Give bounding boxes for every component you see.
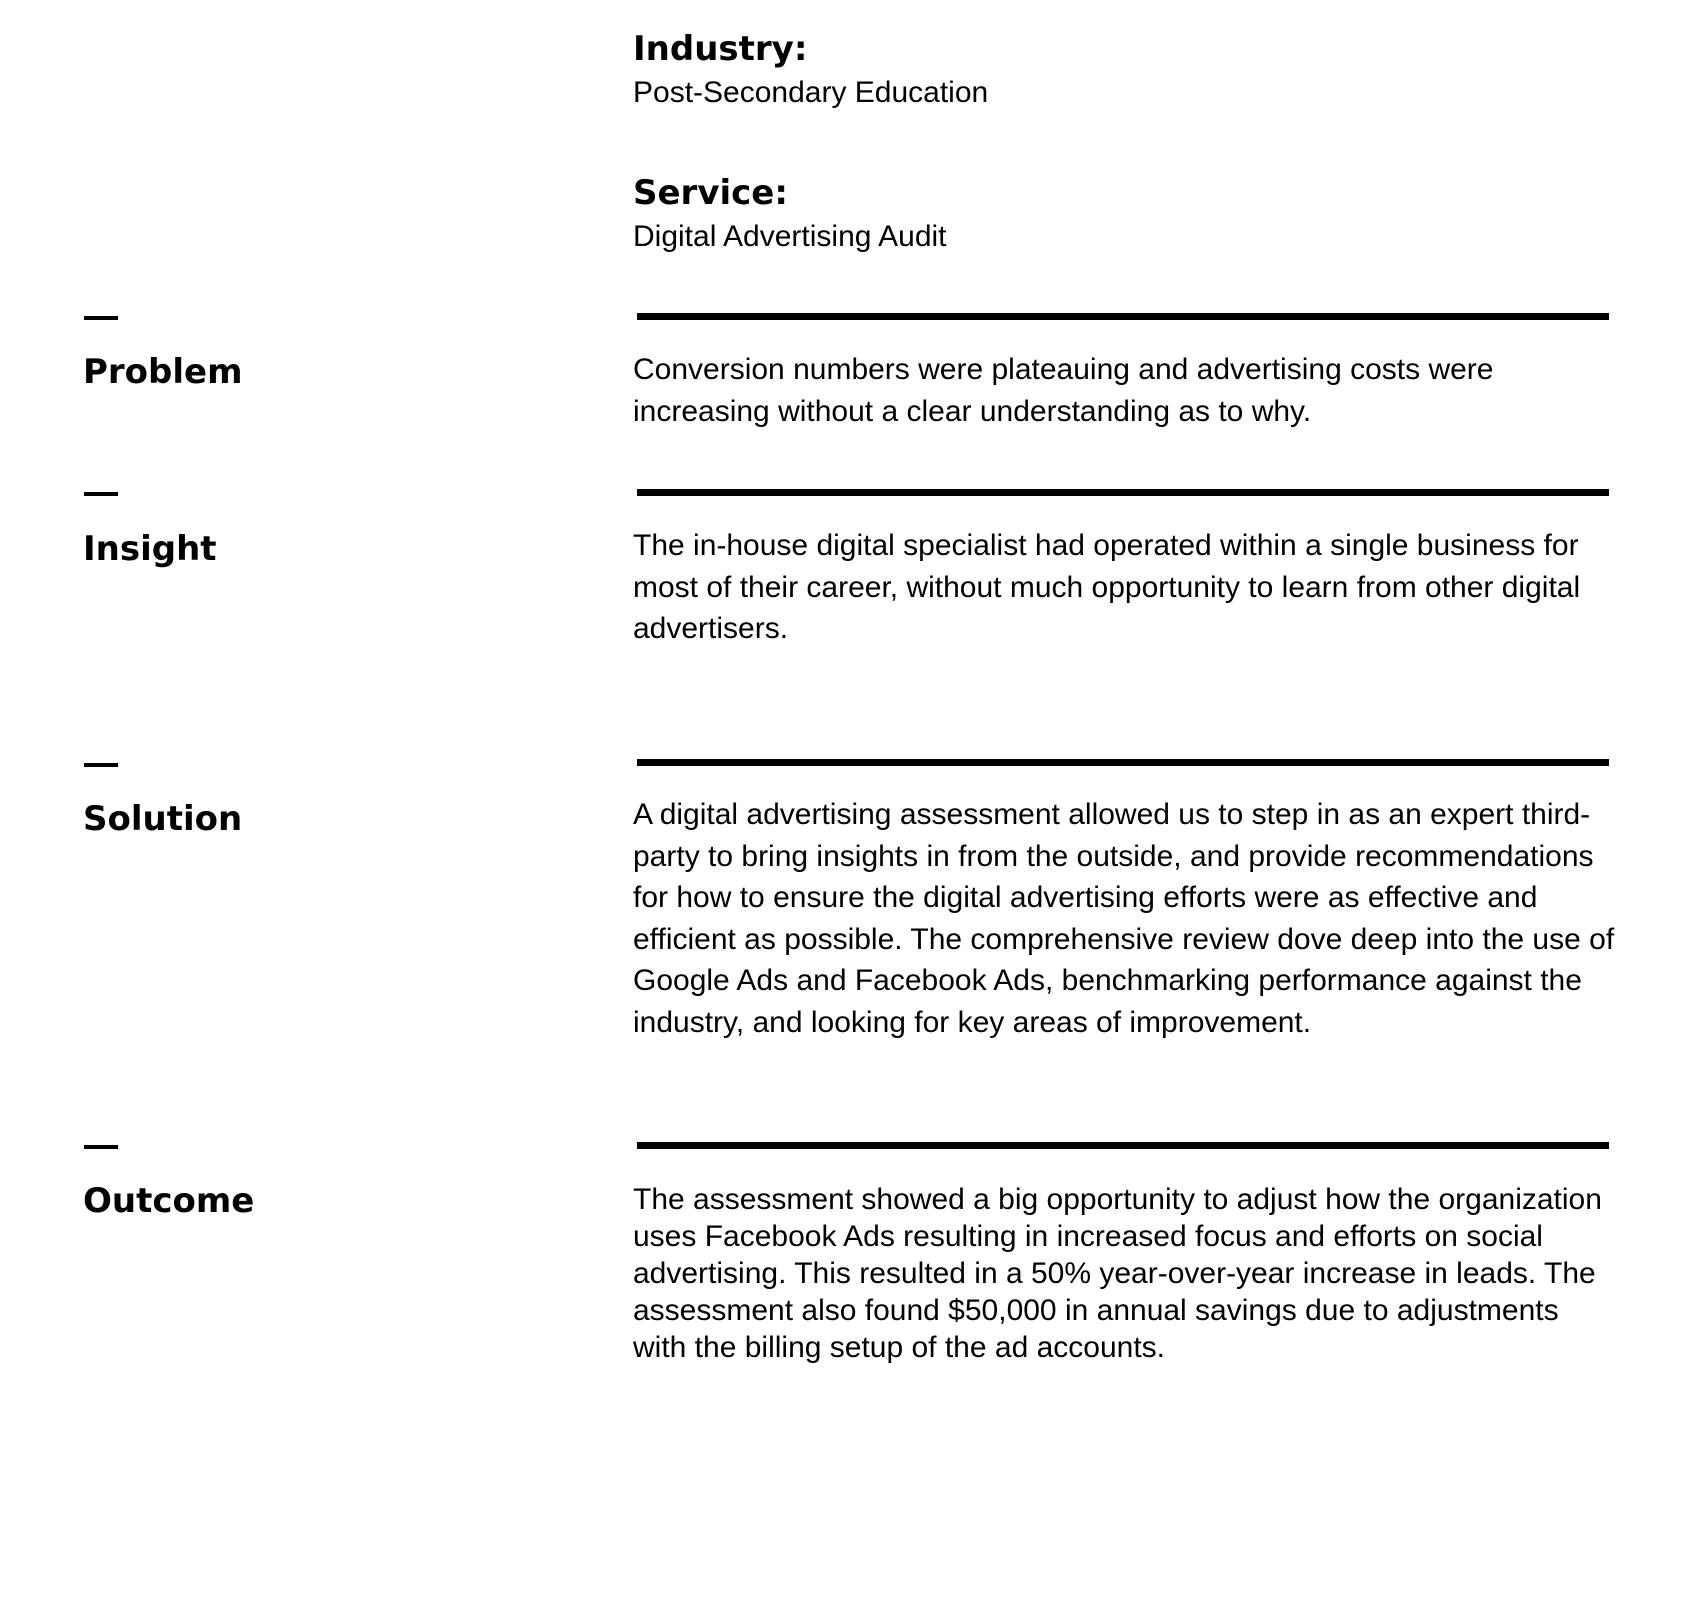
section-dash xyxy=(84,316,118,320)
section-divider xyxy=(637,1142,1609,1149)
section-dash xyxy=(84,763,118,767)
section-body-outcome: The assessment showed a big opportunity to adjust how the organization uses Facebook Ads resulting in increased focus and efforts on social advertising. This resulted in a 50% year-over-year increase in leads. The assessment also found $50,000 in annual savings due to adjustments with the billing setup of the ad accounts. xyxy=(633,1183,1602,1364)
section-body-insight: The in-house digital specialist had operated within a single business for most of their career, without much opportunity to learn from other digital advertisers. xyxy=(633,529,1581,645)
section-title-solution: Solution xyxy=(83,799,243,839)
section-dash xyxy=(84,492,118,496)
service-label: Service: xyxy=(633,173,788,213)
section-divider xyxy=(637,313,1609,320)
service-block xyxy=(633,171,947,257)
section-divider xyxy=(637,489,1609,496)
industry-block xyxy=(633,27,988,113)
section-body-solution: A digital advertising assessment allowed us to step in as an expert third-party to bring insights in from the outside, and provide recommendations for how to ensure the digital advertising efforts were as effective and efficient as possible. The comprehensive review dove deep into the use of Google Ads and Facebook Ads, benchmarking performance against the industry, and looking for key areas of improvement. xyxy=(633,798,1615,1039)
section-divider xyxy=(637,759,1609,766)
section-title-problem: Problem xyxy=(83,352,243,392)
industry-value: Post-Secondary Education xyxy=(633,76,989,109)
section-title-insight: Insight xyxy=(83,529,217,569)
section-body-problem: Conversion numbers were plateauing and advertising costs were increasing without a clear understanding as to why. xyxy=(633,353,1494,428)
section-title-outcome: Outcome xyxy=(83,1181,255,1221)
section-dash xyxy=(84,1145,118,1149)
industry-label: Industry: xyxy=(633,29,808,69)
service-value: Digital Advertising Audit xyxy=(633,220,947,253)
